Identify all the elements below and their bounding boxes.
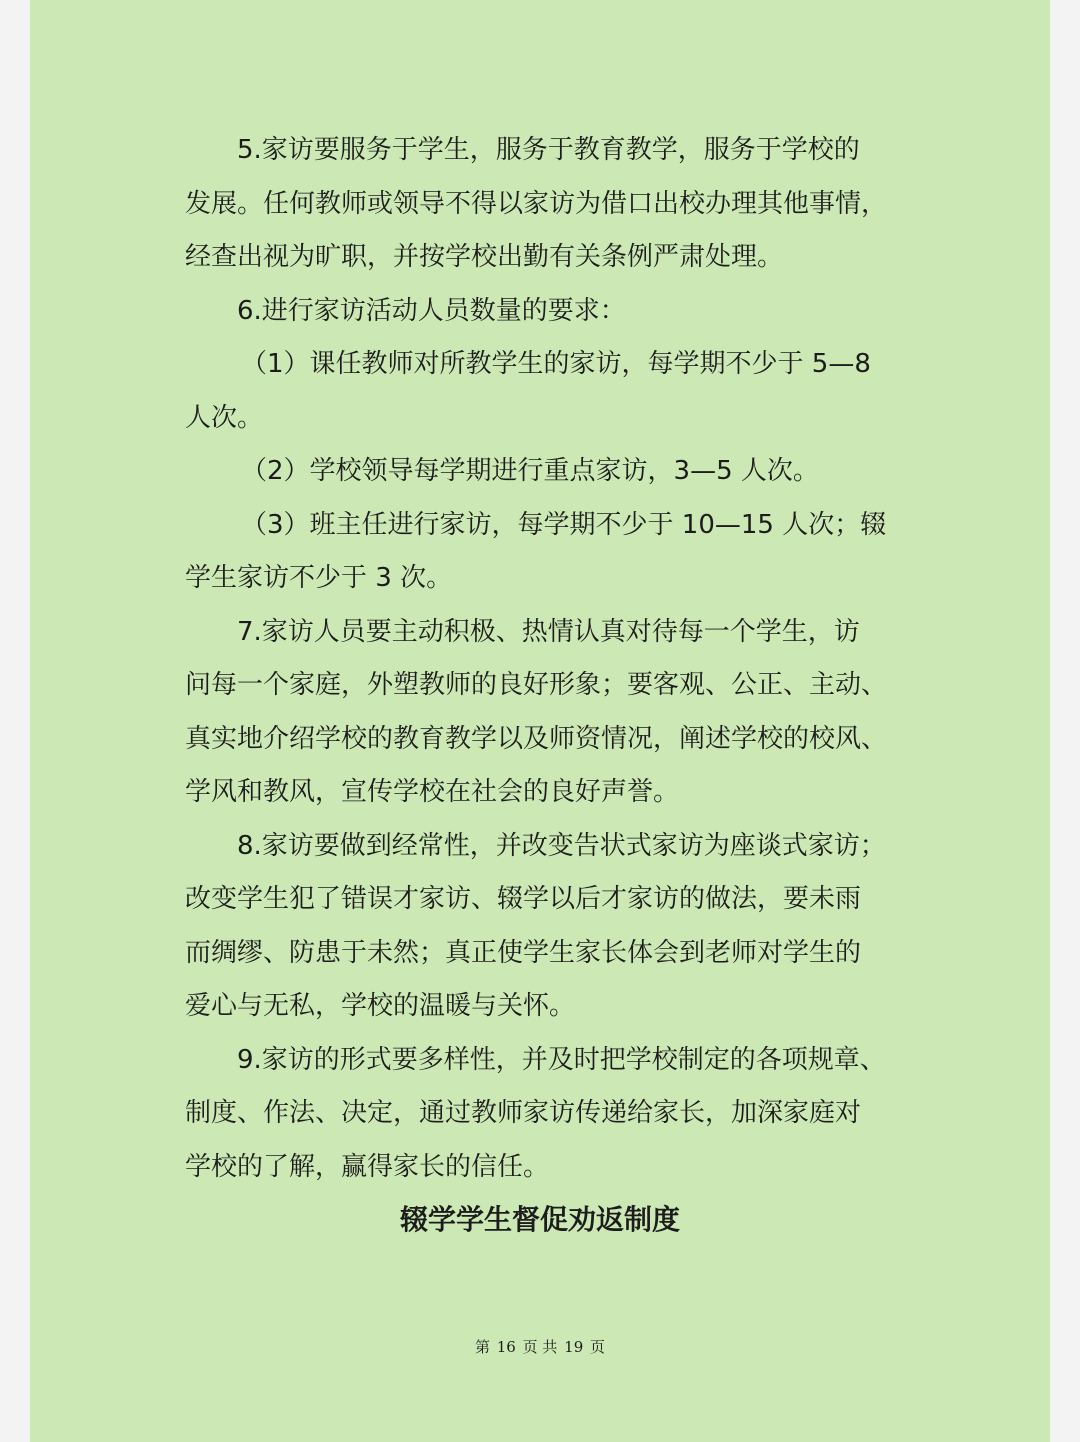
paragraph-item-7: [185, 606, 905, 820]
paragraph-subitem-1: [185, 338, 905, 445]
text-line: 5.家访要服务于学生，服务于教育教学，服务于学校的: [237, 135, 860, 165]
text-line: 学风和教风，宣传学校在社会的良好声誉。: [185, 777, 680, 807]
document-body: [185, 124, 905, 1194]
footer-prefix: 第: [474, 1338, 490, 1356]
paragraph-subitem-2: [185, 445, 905, 499]
paragraph-item-9: [185, 1034, 905, 1195]
text-line: 经查出视为旷职，并按学校出勤有关条例严肃处理。: [185, 242, 784, 272]
paragraph-item-6: [185, 285, 905, 339]
text-line: 6.进行家访活动人员数量的要求：: [237, 295, 626, 326]
document-page: [30, 0, 1050, 1442]
text-line: 人次。: [185, 402, 264, 433]
paragraph-item-5: [185, 124, 905, 285]
text-line: 9.家访的形式要多样性，并及时把学校制定的各项规章、: [237, 1044, 886, 1075]
text-line: （1）课任教师对所教学生的家访，每学期不少于 5—8: [241, 349, 871, 379]
footer-suffix: 页: [590, 1338, 606, 1356]
page-number-footer: [30, 1336, 1050, 1357]
section-heading: 辍学学生督促劝返制度: [399, 1203, 680, 1236]
text-line: 8.家访要做到经常性，并改变告状式家访为座谈式家访；: [237, 830, 886, 861]
text-line: 制度、作法、决定，通过教师家访传递给家长，加深家庭对: [185, 1098, 862, 1128]
total-page-count: 19: [564, 1338, 584, 1356]
current-page-number: 16: [496, 1338, 516, 1356]
text-line: 真实地介绍学校的教育教学以及师资情况，阐述学校的校风、: [185, 723, 888, 754]
text-line: 问每一个家庭，外塑教师的良好形象；要客观、公正、主动、: [185, 670, 888, 700]
text-line: 7.家访人员要主动积极、热情认真对待每一个学生，访: [237, 616, 860, 647]
text-line: 而绸缪、防患于未然；真正使学生家长体会到老师对学生的: [185, 937, 862, 968]
text-line: 学生家访不少于 3 次。: [185, 563, 453, 593]
text-line: 发展。任何教师或领导不得以家访为借口出校办理其他事情，: [185, 188, 888, 219]
paragraph-item-8: [185, 820, 905, 1034]
text-line: 爱心与无私，学校的温暖与关怀。: [185, 991, 576, 1021]
paragraph-subitem-3: [185, 499, 905, 606]
text-line: 改变学生犯了错误才家访、辍学以后才家访的做法，要未雨: [185, 884, 862, 914]
text-line: （2）学校领导每学期进行重点家访，3—5 人次。: [241, 456, 819, 486]
text-line: 学校的了解，赢得家长的信任。: [185, 1151, 550, 1182]
footer-middle: 页 共: [522, 1338, 558, 1356]
text-line: （3）班主任进行家访，每学期不少于 10—15 人次；辍: [241, 509, 887, 540]
